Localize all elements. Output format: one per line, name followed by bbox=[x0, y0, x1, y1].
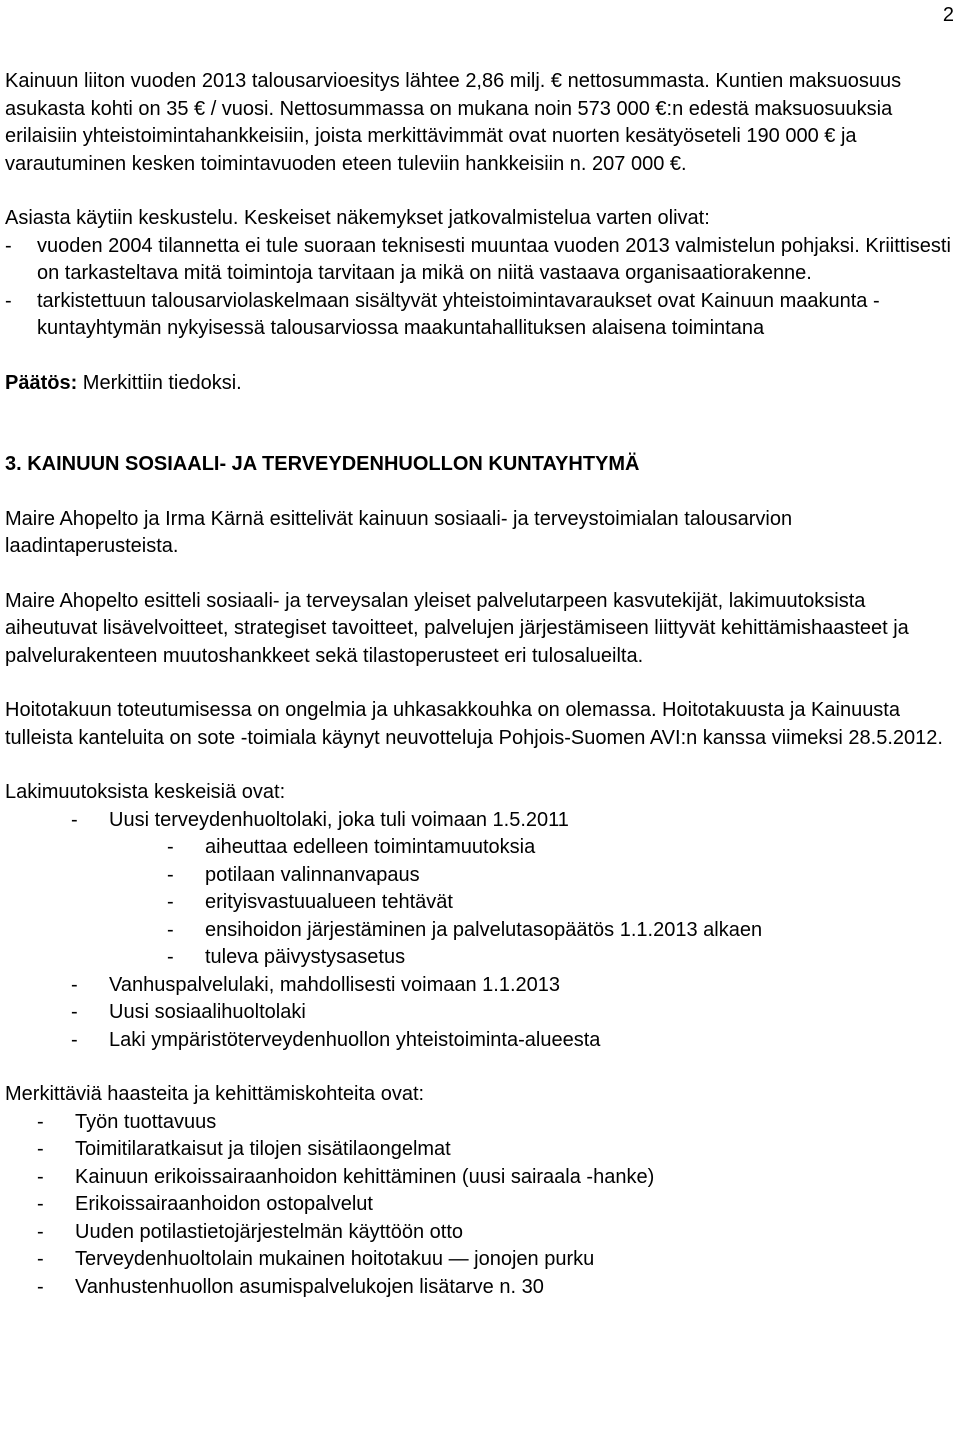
list-item: - Erikoissairaanhoidon ostopalvelut bbox=[37, 1193, 373, 1215]
list-item: - Kainuun erikoissairaanhoidon kehittäminen (uusi sairaala -hanke) bbox=[37, 1165, 655, 1188]
list-item: - erityisvastuualueen tehtävät bbox=[167, 891, 453, 913]
list-item: - Toimitilaratkaisut ja tilojen sisätilaongelmat bbox=[37, 1138, 451, 1160]
list-item: - vuoden 2004 tilannetta ei tule suoraan teknisesti muuntaa vuoden 2013 valmistelun pohjaksi. Kriittisesti on tarkasteltava mitä toimintoja tarvitaan ja mikä on niitä vastaava organisaatiorakenne. bbox=[5, 234, 951, 284]
section-heading: 3. KAINUUN SOSIAALI- JA TERVEYDENHUOLLON KUNTAYHTYMÄ bbox=[5, 453, 640, 475]
challenges-title: Merkittäviä haasteita ja kehittämiskohteita ovat: bbox=[5, 1083, 425, 1105]
list-item: - tarkistettuun talousarviolaskelmaan sisältyvät yhteistoimintavaraukset ovat Kainuun maakunta -kuntayhtymän nykyisessä talousarviossa maakuntahallituksen alaisena toimintana bbox=[5, 289, 880, 339]
list-item: - Uusi terveydenhuoltolaki, joka tuli voimaan 1.5.2011 bbox=[71, 808, 569, 831]
list-item: - Vanhustenhuollon asumispalvelukojen lisätarve n. 30 bbox=[37, 1275, 544, 1298]
list-item: - Uuden potilastietojärjestelmän käyttöön otto bbox=[37, 1220, 464, 1243]
list-item: - aiheuttaa edelleen toimintamuutoksia bbox=[167, 836, 536, 858]
list-item: - Työn tuottavuus bbox=[37, 1110, 217, 1133]
page-number: 2 bbox=[942, 4, 954, 26]
list-item: - Laki ympäristöterveydenhuollon yhteistoiminta-alueesta bbox=[71, 1028, 601, 1051]
decision-line bbox=[5, 370, 955, 398]
section-paragraph-3: Hoitotakuun toteutumisessa on ongelmia ja uhkasakkouhka on olemassa. Hoitotakuusta ja Kainuusta tulleista kanteluita on sote -toimiala käynyt neuvotteluja Pohjois-Suomen AVI:n kanssa viimeksi 28.5.2012. bbox=[5, 699, 943, 749]
decision-label: Päätös: bbox=[5, 371, 78, 394]
section-paragraph-2: Maire Ahopelto esitteli sosiaali- ja terveysalan yleiset palvelutarpeen kasvutekijät, lakimuutoksista aiheutuvat lisävelvoitteet, strategiset tavoitteet, palvelujen järjestämiseen liittyvät kehittämishaasteet ja palvelurakenteen muutoshankkeet sekä tilastoperusteet eri tulosalueilta. bbox=[5, 589, 909, 667]
list-item: - Vanhuspalvelulaki, mahdollisesti voimaan 1.1.2013 bbox=[71, 973, 561, 996]
list-item: - ensihoidon järjestäminen ja palvelutasopäätös 1.1.2013 alkaen bbox=[167, 918, 763, 941]
intro-paragraph: Kainuun liiton vuoden 2013 talousarvioesitys lähtee 2,86 milj. € nettosummasta. Kuntien maksuosuus asukasta kohti on 35 € / vuosi. Nettosummassa on mukana noin 573 000 €:n edestä maksuosuuksia erilaisiin yhteistoimintahankkeisiin, joista merkittävimmät ovat nuorten kesätyöseteli 190 000 € ja varautuminen kesken toimintavuoden eteen tuleviin hankkeisiin n. 207 000 €. bbox=[5, 70, 902, 175]
document-body bbox=[5, 68, 955, 1301]
section-paragraph-1: Maire Ahopelto ja Irma Kärnä esittelivät kainuun sosiaali- ja terveystoimialan talousarvion laadintaperusteista. bbox=[5, 507, 793, 557]
law-changes-title: Lakimuutoksista keskeisiä ovat: bbox=[5, 781, 286, 803]
decision-text: Merkittiin tiedoksi. bbox=[77, 371, 242, 394]
list-item: - Uusi sosiaalihuoltolaki bbox=[71, 1001, 306, 1023]
discussion-paragraph: Asiasta käytiin keskustelu. Keskeiset näkemykset jatkovalmistelua varten olivat: bbox=[5, 207, 710, 229]
list-item: - Terveydenhuoltolain mukainen hoitotakuu — jonojen purku bbox=[37, 1248, 595, 1270]
list-item: - tuleva päivystysasetus bbox=[167, 946, 406, 968]
list-item: - potilaan valinnanvapaus bbox=[167, 863, 420, 886]
